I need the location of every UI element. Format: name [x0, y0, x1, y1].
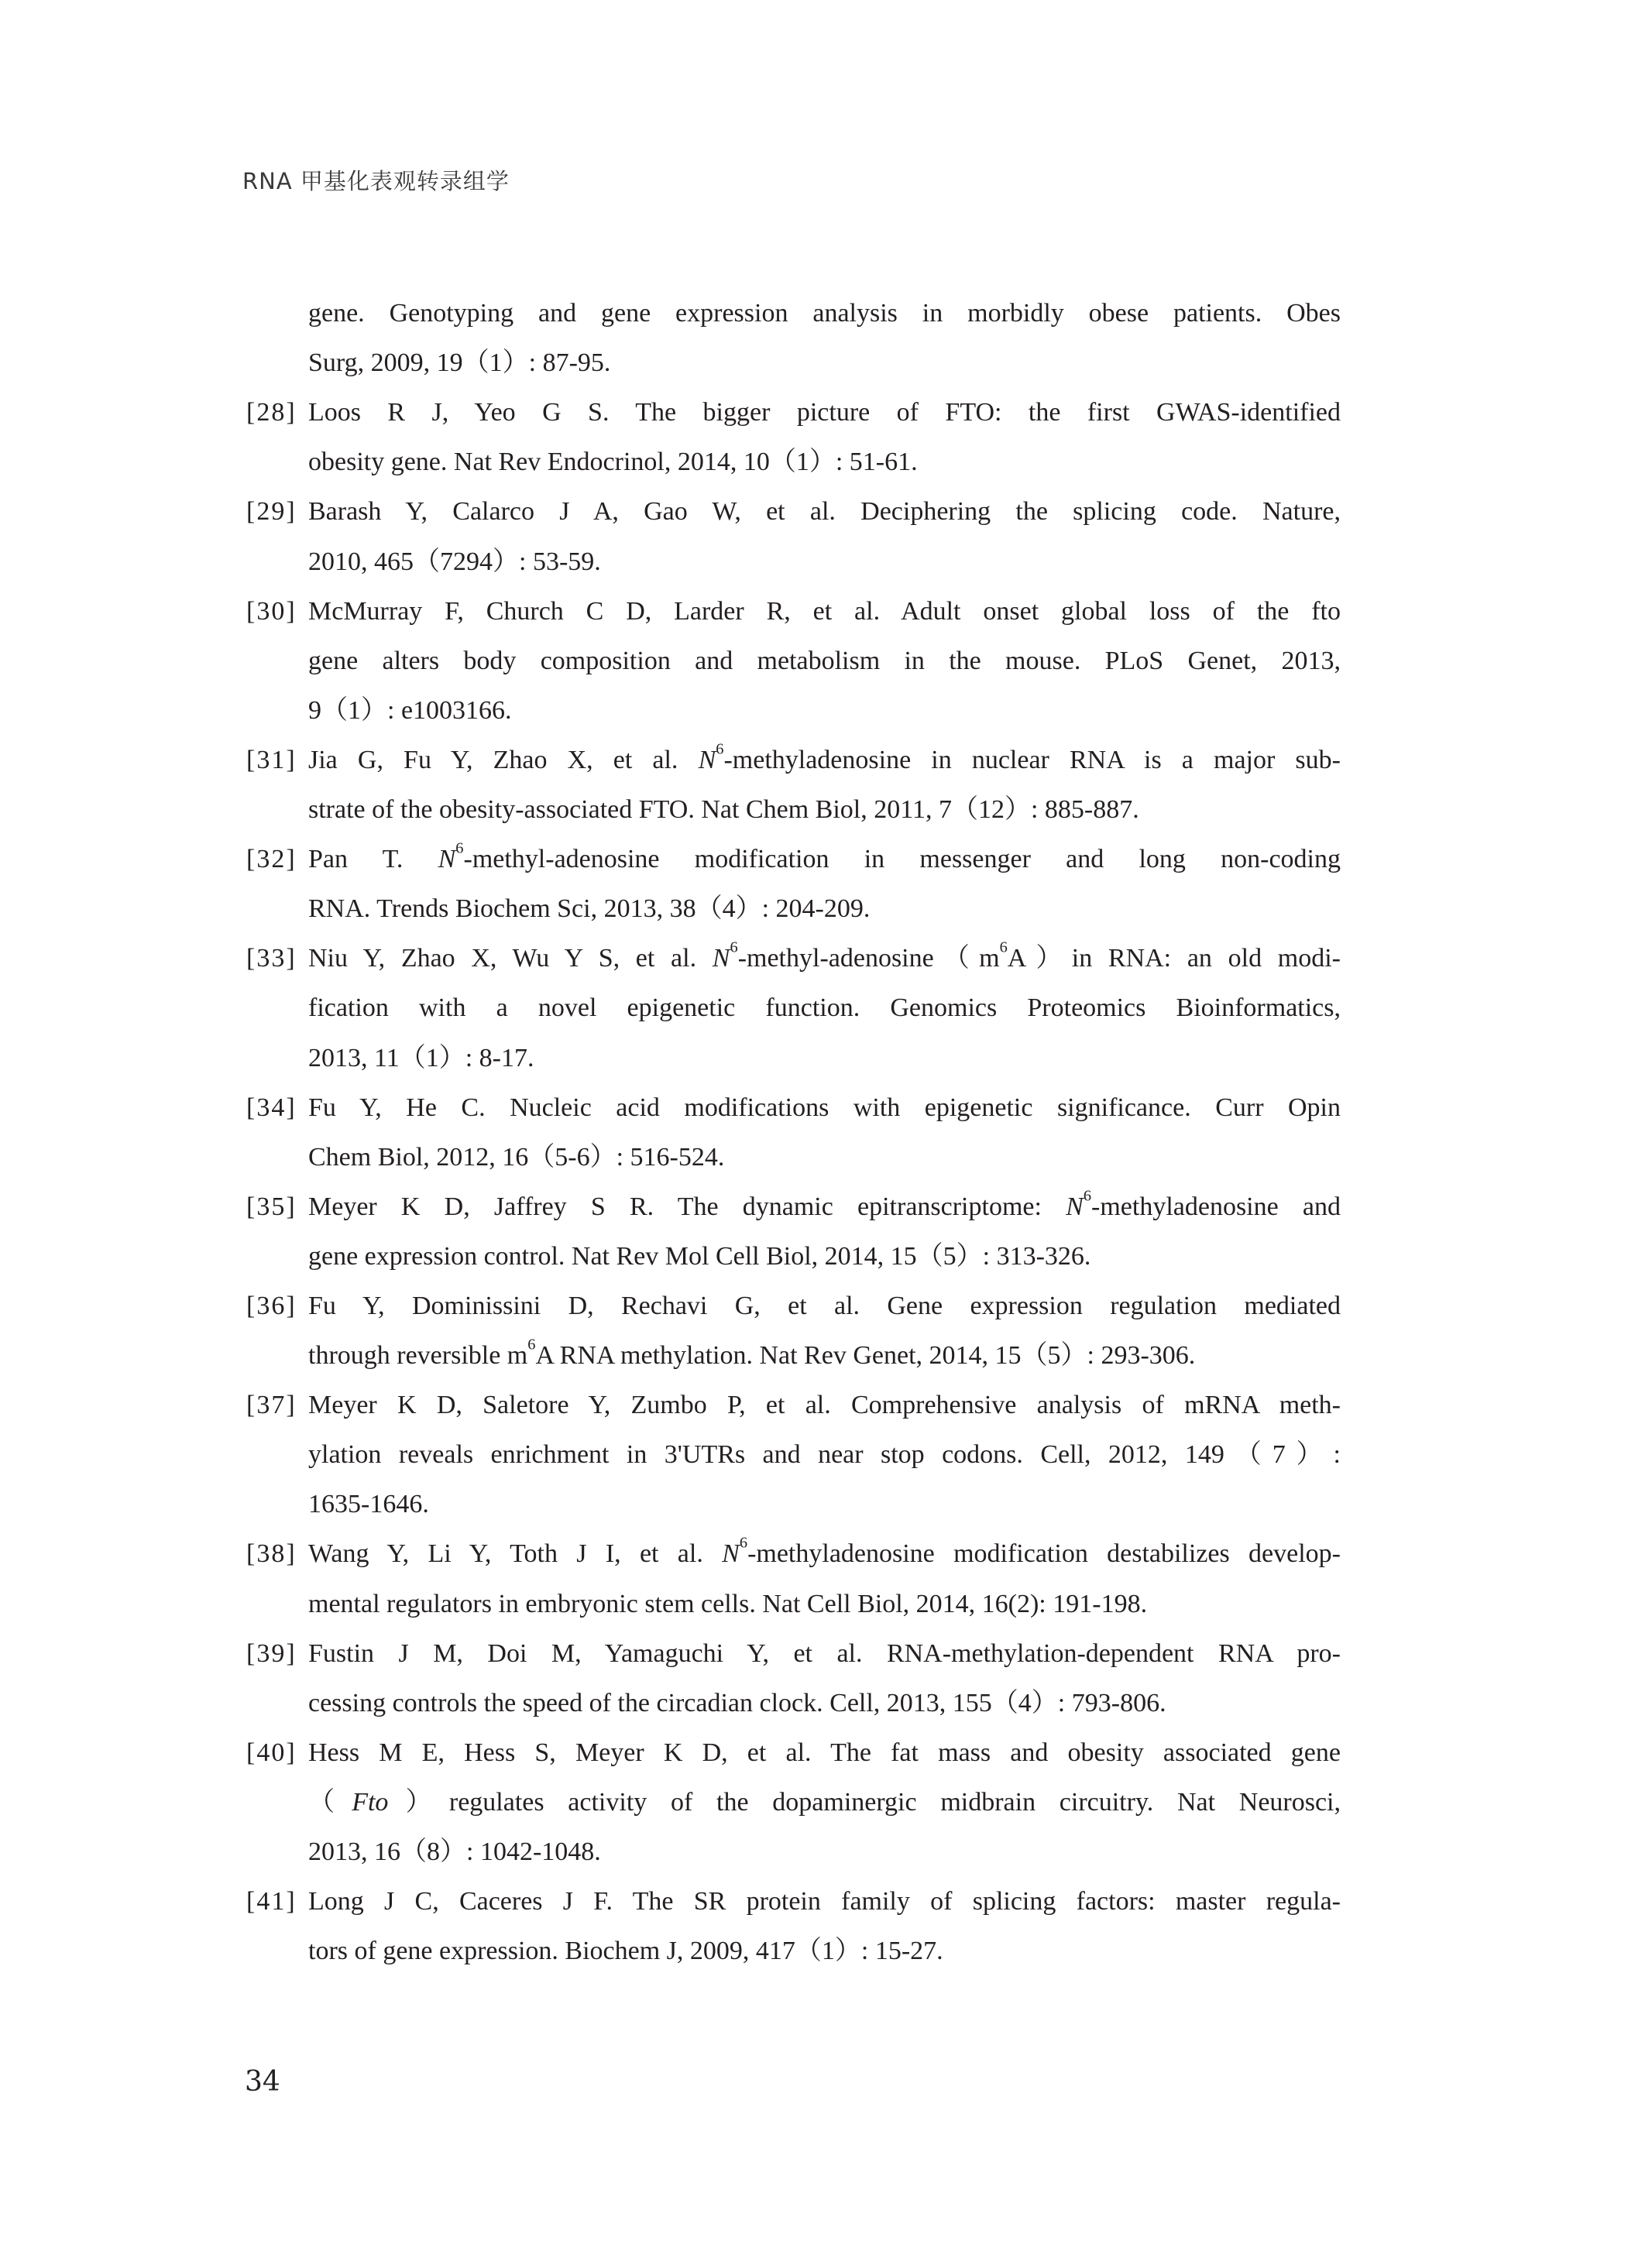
reference-line: fication with a novel epigenetic function. Genomics Proteomics Bioinformatics, — [308, 993, 1341, 1022]
reference-line: tors of gene expression. Biochem J, 2009, 417（1）: 15-27. — [308, 1937, 943, 1965]
reference-line: 1635-1646. — [308, 1490, 429, 1518]
reference-line: Wang Y, Li Y, Toth J I, et al. $N^6$-methyladenosine modification destabilizes develop- — [308, 1534, 1341, 1568]
reference-line: Long J C, Caceres J F. The SR protein family of splicing factors: master regula- — [308, 1887, 1341, 1916]
reference-number: [41] — [246, 1887, 297, 1916]
reference-line: 2013, 11（1）: 8-17. — [308, 1044, 534, 1072]
reference-line: 9（1）: e1003166. — [308, 696, 512, 725]
reference-number: [32] — [246, 845, 297, 873]
reference-line: McMurray F, Church C D, Larder R, et al. Adult onset global loss of the fto — [308, 597, 1341, 626]
reference-line: Barash Y, Calarco J A, Gao W, et al. Deciphering the splicing code. Nature, — [308, 497, 1341, 526]
reference-line: Meyer K D, Saletore Y, Zumbo P, et al. Comprehensive analysis of mRNA meth- — [308, 1391, 1341, 1419]
reference-line: Fu Y, Dominissini D, Rechavi G, et al. Gene expression regulation mediated — [308, 1292, 1341, 1320]
reference-line: Fu Y, He C. Nucleic acid modifications with epigenetic significance. Curr Opin — [308, 1093, 1341, 1122]
reference-number: [28] — [246, 398, 297, 427]
reference-line: 2013, 16（8）: 1042-1048. — [308, 1837, 601, 1866]
reference-number: [37] — [246, 1391, 297, 1419]
reference-number: [29] — [246, 497, 297, 526]
reference-number: [36] — [246, 1292, 297, 1320]
reference-line: 2010, 465（7294）: 53-59. — [308, 547, 601, 576]
reference-number: [39] — [246, 1639, 297, 1668]
reference-line: Surg, 2009, 19（1）: 87-95. — [308, 348, 611, 377]
reference-line: Chem Biol, 2012, 16（5-6）: 516-524. — [308, 1143, 725, 1172]
reference-line: strate of the obesity-associated FTO. Nat Chem Biol, 2011, 7（12）: 885-887. — [308, 795, 1139, 824]
reference-line: Loos R J, Yeo G S. The bigger picture of FTO: the first GWAS-identified — [308, 398, 1341, 427]
reference-line: through reversible $m^6A$ RNA methylation. Nat Rev Genet, 2014, 15（5）: 293-306. — [308, 1336, 1196, 1370]
reference-line: ylation reveals enrichment in 3'UTRs and near stop codons. Cell, 2012, 149（7）: — [308, 1440, 1341, 1469]
reference-line: gene expression control. Nat Rev Mol Cell Biol, 2014, 15（5）: 313-326. — [308, 1242, 1091, 1271]
reference-line: Jia G, Fu Y, Zhao X, et al. $N^6$-methyladenosine in nuclear RNA is a major sub- — [308, 740, 1341, 774]
reference-number: [33] — [246, 944, 297, 973]
reference-number: [40] — [246, 1738, 297, 1767]
reference-line: mental regulators in embryonic stem cells. Nat Cell Biol, 2014, 16(2): 191-198. — [308, 1590, 1148, 1618]
reference-number: [34] — [246, 1093, 297, 1122]
running-header: RNA 甲基化表观转录组学 — [242, 168, 510, 194]
reference-line: Pan T. $N^6-methyl$-adenosine modification in messenger and long non-coding — [308, 839, 1341, 873]
reference-line: gene. Genotyping and gene expression analysis in morbidly obese patients. Obes — [308, 299, 1341, 328]
reference-number: [30] — [246, 597, 297, 626]
reference-line: Fustin J M, Doi M, Yamaguchi Y, et al. RNA-methylation-dependent RNA pro- — [308, 1639, 1341, 1668]
page-number: 34 — [245, 2066, 280, 2098]
reference-line: （Fto）regulates activity of the dopaminergic midbrain circuitry. Nat Neurosci, — [308, 1788, 1341, 1817]
reference-number: [35] — [246, 1192, 297, 1221]
reference-line: Meyer K D, Jaffrey S R. The dynamic epitranscriptome: $N^6$-methyladenosine and — [308, 1187, 1341, 1221]
reference-line: RNA. Trends Biochem Sci, 2013, 38（4）: 204-209. — [308, 894, 871, 923]
reference-number: [31] — [246, 746, 297, 774]
reference-line: obesity gene. Nat Rev Endocrinol, 2014, 10（1）: 51-61. — [308, 448, 918, 476]
reference-line: cessing controls the speed of the circadian clock. Cell, 2013, 155（4）: 793-806. — [308, 1689, 1166, 1717]
reference-line: Hess M E, Hess S, Meyer K D, et al. The fat mass and obesity associated gene — [308, 1738, 1341, 1767]
reference-line: Niu Y, Zhao X, Wu Y S, et al. $N^6-methyl-adenosine(m^6A)in$ RNA: an old modi- — [308, 938, 1341, 973]
reference-line: gene alters body composition and metabolism in the mouse. PLoS Genet, 2013, — [308, 647, 1341, 675]
reference-number: [38] — [246, 1539, 297, 1568]
